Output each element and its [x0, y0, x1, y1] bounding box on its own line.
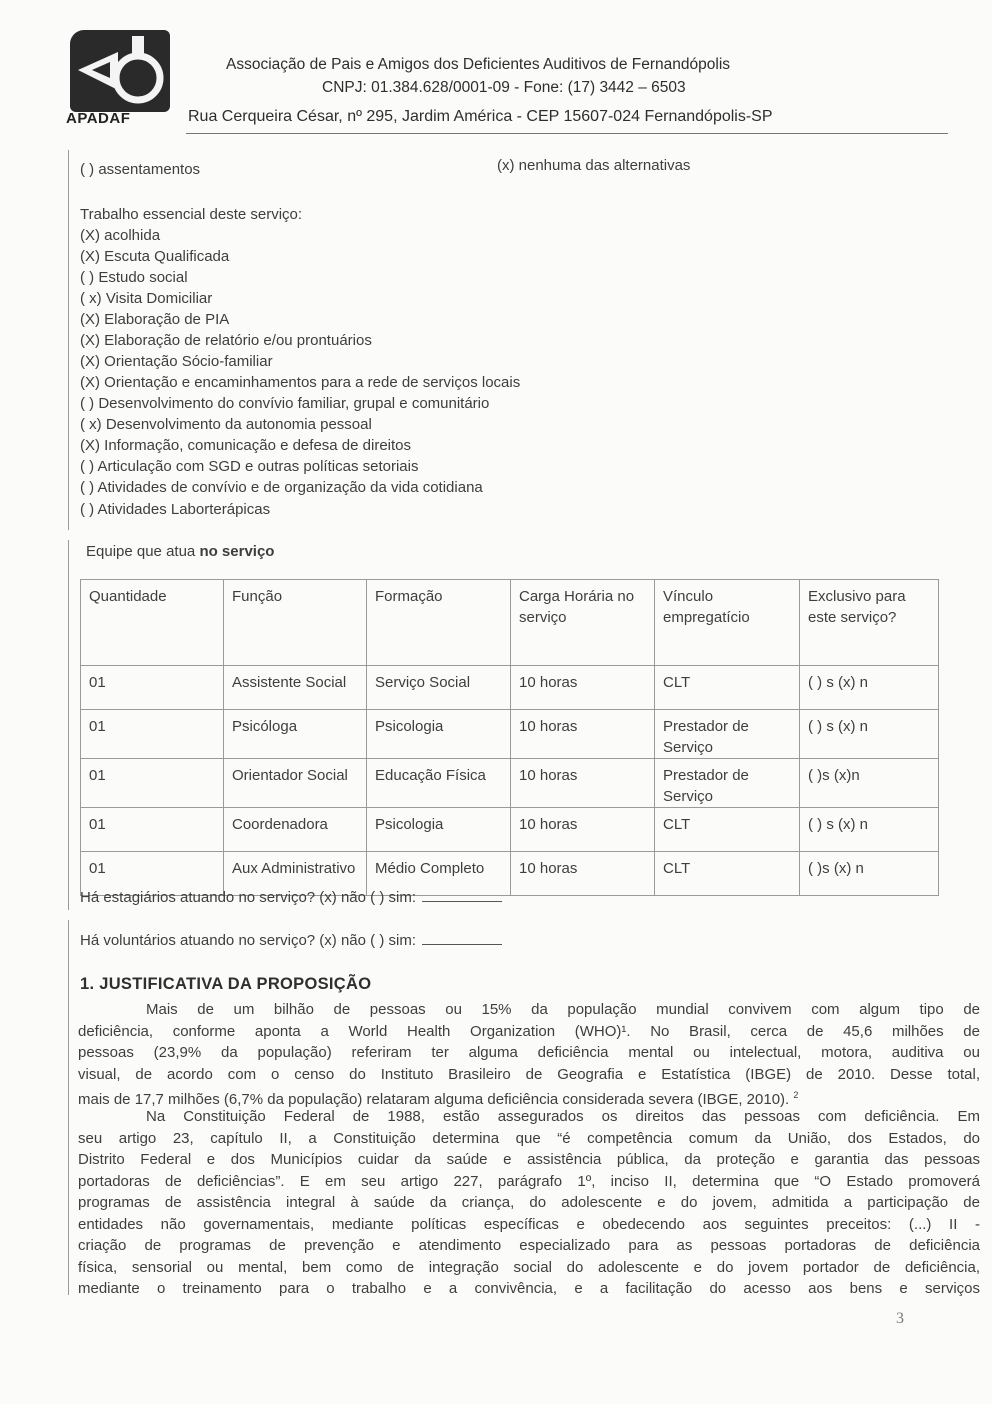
- table-cell: Orientador Social: [224, 759, 367, 808]
- equipe-title-bold: no serviço: [199, 543, 275, 560]
- table-row: [81, 808, 939, 852]
- table-cell: ( ) s (x) n: [800, 710, 939, 759]
- table-header-row: [81, 580, 939, 666]
- checklist-item: ( ) Atividades Laborterápicas: [80, 501, 271, 518]
- paragraph-line: Mais de um bilhão de pessoas ou 15% da população mundial convivem com algum tipo de: [146, 1001, 980, 1018]
- margin-line: [68, 920, 69, 1295]
- table-cell: ( ) s (x) n: [800, 666, 939, 710]
- table-cell: 10 horas: [511, 852, 655, 896]
- paragraph-line: deficiência, conforme aponta a World Health Organization (WHO)¹. No Brasil, cerca de 45,6 milhões de: [78, 1022, 980, 1040]
- table-cell: 10 horas: [511, 808, 655, 852]
- table-cell: CLT: [655, 666, 800, 710]
- column-header: Vínculo empregatício: [655, 580, 800, 666]
- paragraph-line: física, sensorial ou mental, bem como de integração social do adolescente e do jovem portador de deficiência,: [78, 1258, 980, 1276]
- paragraph-line: Distrito Federal e dos Municípios cuidar da saúde e assistência pública, da proteção e garantia das pessoas: [78, 1151, 980, 1168]
- section-title: 1. JUSTIFICATIVA DA PROPOSIÇÃO: [80, 975, 372, 993]
- option-nenhuma: (x) nenhuma das alternativas: [497, 157, 691, 174]
- option-assentamentos: ( ) assentamentos: [80, 161, 201, 178]
- paragraph-line: seu artigo 23, capítulo II, a Constituição determina que “é competência comum da União, dos Estados, do: [78, 1129, 980, 1147]
- address: Rua Cerqueira César, nº 295, Jardim América - CEP 15607-024 Fernandópolis-SP: [188, 108, 773, 125]
- table-cell: Coordenadora: [224, 808, 367, 852]
- question-voluntarios-text: Há voluntários atuando no serviço? (x) não ( ) sim:: [80, 932, 416, 949]
- table-cell: Assistente Social: [224, 666, 367, 710]
- column-header: Função: [224, 580, 367, 666]
- checklist-item: (X) Informação, comunicação e defesa de direitos: [80, 437, 412, 454]
- table-cell: 10 horas: [511, 710, 655, 759]
- table-cell: 01: [81, 710, 224, 759]
- column-header: Exclusivo para este serviço?: [800, 580, 939, 666]
- checklist-item: (X) Elaboração de PIA: [80, 311, 230, 328]
- answer-blank: [422, 901, 502, 902]
- table-cell: Psicologia: [367, 808, 511, 852]
- header-divider: [186, 133, 948, 134]
- question-voluntarios: [80, 932, 502, 949]
- paragraph-line: programas de assistência integral à saúde da criança, do adolescente e do jovem, admitida a participação de: [78, 1194, 980, 1211]
- margin-line: [68, 150, 69, 530]
- checklist-item: ( ) Atividades de convívio e de organização da vida cotidiana: [80, 479, 483, 496]
- paragraph-1: [78, 999, 980, 1111]
- table-row: [81, 666, 939, 710]
- checklist-item: ( x) Desenvolvimento da autonomia pessoal: [80, 416, 372, 433]
- footnote-ref: 2: [793, 1090, 799, 1100]
- table-cell: Prestador de Serviço: [655, 759, 800, 808]
- paragraph-line: entidades não governamentais, mediante políticas específicas e obedecendo aos seguintes preceitos: (...) II -: [78, 1215, 980, 1233]
- question-estagiarios-text: Há estagiários atuando no serviço? (x) não ( ) sim:: [80, 889, 416, 906]
- table-cell: Serviço Social: [367, 666, 511, 710]
- page-number: 3: [896, 1310, 904, 1327]
- paragraph-line-text: mais de 17,7 milhões (6,7% da população) relataram alguma deficiência considerada severa (IBGE, 2010).: [78, 1091, 790, 1108]
- table-cell: ( )s (x) n: [800, 852, 939, 896]
- equipe-title: [86, 543, 274, 560]
- table-cell: ( ) s (x) n: [800, 808, 939, 852]
- checklist-item: (X) Escuta Qualificada: [80, 248, 230, 265]
- column-header: Quantidade: [81, 580, 224, 666]
- table-row: [81, 710, 939, 759]
- table-cell: Prestador de Serviço: [655, 710, 800, 759]
- table-cell: Psicologia: [367, 710, 511, 759]
- table-cell: ( )s (x)n: [800, 759, 939, 808]
- table-cell: 01: [81, 808, 224, 852]
- table-cell: 10 horas: [511, 759, 655, 808]
- checklist-item: ( x) Visita Domiciliar: [80, 290, 213, 307]
- cnpj-phone: CNPJ: 01.384.628/0001-09 - Fone: (17) 3442 – 6503: [322, 79, 686, 96]
- org-name: Associação de Pais e Amigos dos Deficientes Auditivos de Fernandópolis: [226, 56, 731, 73]
- paragraph-line: pessoas (23,9% da população) referiram ter alguma deficiência mental ou intelectual, motora, auditiva ou: [78, 1044, 980, 1061]
- table-cell: 01: [81, 666, 224, 710]
- table-cell: Educação Física: [367, 759, 511, 808]
- paragraph-line: portadoras de deficiências”. E em seu artigo 227, parágrafo 1º, inciso II, determina que “O Estado promoverá: [78, 1172, 980, 1190]
- ear-symbol-icon: [70, 30, 170, 112]
- table-cell: CLT: [655, 808, 800, 852]
- trabalho-title: Trabalho essencial deste serviço:: [80, 206, 303, 223]
- checklist-item: (X) Elaboração de relatório e/ou prontuários: [80, 332, 372, 349]
- staff-table: [80, 579, 939, 896]
- table-cell: 01: [81, 852, 224, 896]
- logo-text: APADAF: [66, 110, 131, 127]
- question-estagiarios: [80, 889, 502, 906]
- table-cell: Aux Administrativo: [224, 852, 367, 896]
- table-cell: Psicóloga: [224, 710, 367, 759]
- paragraph-line: visual, de acordo com o censo do Instituto Brasileiro de Geografia e Estatística (IBGE) de 2010. Desse total,: [78, 1065, 980, 1083]
- checklist-item: (X) Orientação Sócio-familiar: [80, 353, 273, 370]
- table-row: [81, 759, 939, 808]
- table-cell: CLT: [655, 852, 800, 896]
- column-header: Formação: [367, 580, 511, 666]
- checklist-item: (X) acolhida: [80, 227, 161, 244]
- apadaf-logo: [66, 30, 176, 130]
- equipe-title-prefix: Equipe que atua: [86, 543, 200, 560]
- answer-blank: [422, 944, 502, 945]
- checklist-item: (X) Orientação e encaminhamentos para a rede de serviços locais: [80, 374, 521, 391]
- paragraph-2: [78, 1106, 980, 1300]
- paragraph-line: Na Constituição Federal de 1988, estão assegurados os direitos das pessoas com deficiência. Em: [146, 1108, 980, 1125]
- table-cell: Médio Completo: [367, 852, 511, 896]
- table-cell: 01: [81, 759, 224, 808]
- paragraph-line: criação de programas de prevenção e atendimento especializado para as pessoas portadoras de deficiência: [78, 1237, 980, 1254]
- margin-line: [68, 540, 69, 910]
- table-cell: 10 horas: [511, 666, 655, 710]
- checklist-item: ( ) Articulação com SGD e outras políticas setoriais: [80, 458, 419, 475]
- checklist-item: ( ) Estudo social: [80, 269, 188, 286]
- paragraph-line: mediante o treinamento para o trabalho e a convivência, e a facilitação do acesso aos bens e serviços: [78, 1280, 980, 1297]
- checklist-item: ( ) Desenvolvimento do convívio familiar, grupal e comunitário: [80, 395, 490, 412]
- logo-mark: [70, 30, 170, 112]
- column-header: Carga Horária no serviço: [511, 580, 655, 666]
